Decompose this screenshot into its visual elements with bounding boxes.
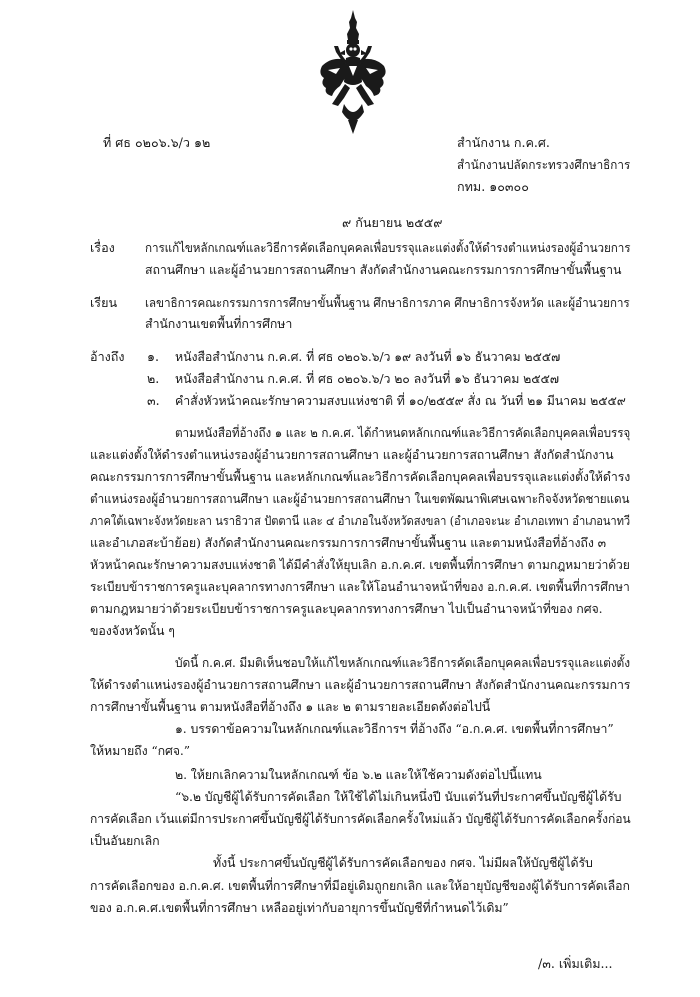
quote2-line: การคัดเลือกของ อ.ก.ค.ศ. เขตพื้นที่การศึกษาที่มีอยู่เดิมถูกยกเลิก และให้อายุบัญชีของผู้ได้รับการคัดเลือก (90, 878, 630, 893)
references-label: อ้างถึง (90, 349, 125, 364)
document-date: ๙ กันยายน ๒๕๕๙ (342, 215, 443, 230)
addressee-label: เรียน (90, 295, 118, 310)
office-location: กทม. ๑๐๓๐๐ (457, 179, 529, 194)
quote2-line: ทั้งนี้ ประกาศขึ้นบัญชีผู้ได้รับการคัดเลือกของ กศจ. ไม่มีผลให้บัญชีผู้ได้รับ (213, 855, 593, 870)
reference-text: หนังสือสำนักงาน ก.ค.ศ. ที่ ศธ ๐๒๐๖.๖/ว ๒๐ ลงวันที่ ๑๖ ธันวาคม ๒๕๕๗ (175, 371, 560, 386)
paragraph1-line: ระเบียบข้าราชการครูและบุคลากรทางการศึกษา และให้โอนอำนาจหน้าที่ของ อ.ก.ค.ศ. เขตพื้นที่การศึกษา (90, 579, 630, 594)
paragraph1-line: และแต่งตั้งให้ดำรงตำแหน่งรองผู้อำนวยการสถานศึกษา และผู้อำนวยการสถานศึกษา สังกัดสำนักงาน (90, 447, 614, 462)
office-ministry: สำนักงานปลัดกระทรวงศึกษาธิการ (457, 157, 631, 172)
paragraph2-line: ให้ดำรงตำแหน่งรองผู้อำนวยการสถานศึกษา และผู้อำนวยการสถานศึกษา สังกัดสำนักงานคณะกรรมการ (90, 677, 631, 692)
continuation-marker: /๓. เพิ่มเติม... (538, 956, 613, 971)
item1-line: ให้หมายถึง “กศจ.” (90, 743, 190, 758)
paragraph1-line: ตามหนังสือที่อ้างถึง ๑ และ ๒ ก.ค.ศ. ได้กำหนดหลักเกณฑ์และวิธีการคัดเลือกบุคคลเพื่อบรรจุ (175, 425, 631, 440)
item2-line: ๒. ให้ยกเลิกความในหลักเกณฑ์ ข้อ ๖.๒ และให้ใช้ความดังต่อไปนี้แทน (175, 767, 542, 782)
reference-number: ๓. (147, 393, 160, 408)
addressee-line: เลขาธิการคณะกรรมการการศึกษาขั้นพื้นฐาน ศึกษาธิการภาค ศึกษาธิการจังหวัด และผู้อำนวยการ (145, 295, 630, 310)
office-name: สำนักงาน ก.ค.ศ. (457, 135, 550, 150)
garuda-emblem-icon (314, 8, 392, 136)
subject-line: สถานศึกษา และผู้อำนวยการสถานศึกษา สังกัดสำนักงานคณะกรรมการการศึกษาขั้นพื้นฐาน (145, 262, 622, 277)
paragraph2-line: การศึกษาขั้นพื้นฐาน ตามหนังสือที่อ้างถึง ๑ และ ๒ ตามรายละเอียดดังต่อไปนี้ (90, 699, 491, 714)
addressee-line: สำนักงานเขตพื้นที่การศึกษา (145, 316, 293, 331)
quote1-line: การคัดเลือก เว้นแต่มีการประกาศขึ้นบัญชีผู้ได้รับการคัดเลือกครั้งใหม่แล้ว บัญชีผู้ได้รับการคัดเลือกครั้งก่อน (90, 811, 631, 826)
subject-line: การแก้ไขหลักเกณฑ์และวิธีการคัดเลือกบุคคลเพื่อบรรจุและแต่งตั้งให้ดำรงตำแหน่งรองผู้อำนวยการ (145, 240, 631, 255)
paragraph1-line: คณะกรรมการการศึกษาขั้นพื้นฐาน และหลักเกณฑ์และวิธีการคัดเลือกบุคคลเพื่อบรรจุและแต่งตั้งให้ดำรง (90, 469, 631, 484)
quote2-line: ของ อ.ก.ค.ศ.เขตพื้นที่การศึกษา เหลืออยู่เท่ากับอายุการขึ้นบัญชีที่กำหนดไว้เดิม” (90, 900, 509, 915)
paragraph2-line: บัดนี้ ก.ค.ศ. มีมติเห็นชอบให้แก้ไขหลักเกณฑ์และวิธีการคัดเลือกบุคคลเพื่อบรรจุและแต่งตั้ง (175, 655, 630, 670)
document-number: ที่ ศธ ๐๒๐๖.๖/ว ๑๒ (103, 135, 211, 150)
subject-label: เรื่อง (90, 240, 115, 255)
reference-text: คำสั่งหัวหน้าคณะรักษาความสงบแห่งชาติ ที่ ๑๐/๒๕๕๙ สั่ง ณ วันที่ ๒๑ มีนาคม ๒๕๕๙ (175, 393, 626, 408)
paragraph1-line: ของจังหวัดนั้น ๆ (90, 623, 175, 638)
paragraph1-line: ภาคใต้เฉพาะจังหวัดยะลา นราธิวาส ปัตตานี และ ๔ อำเภอในจังหวัดสงขลา (อำเภอจะนะ อำเภอเทพา อำเภอนาทวี (90, 513, 631, 528)
reference-text: หนังสือสำนักงาน ก.ค.ศ. ที่ ศธ ๐๒๐๖.๖/ว ๑๙ ลงวันที่ ๑๖ ธันวาคม ๒๕๕๗ (175, 349, 561, 364)
item1-line: ๑. บรรดาข้อความในหลักเกณฑ์และวิธีการฯ ที่อ้างถึง “อ.ก.ค.ศ. เขตพื้นที่การศึกษา” (175, 721, 614, 736)
reference-number: ๒. (147, 371, 160, 386)
quote1-line: “๖.๒ บัญชีผู้ได้รับการคัดเลือก ให้ใช้ได้ไม่เกินหนึ่งปี นับแต่วันที่ประกาศขึ้นบัญชีผู้ได้รับ (175, 789, 622, 804)
paragraph1-line: ตามกฎหมายว่าด้วยระเบียบข้าราชการครูและบุคลากรทางการศึกษา ไปเป็นอำนาจหน้าที่ของ กศจ. (90, 601, 603, 616)
paragraph1-line: ตำแหน่งรองผู้อำนวยการสถานศึกษา และผู้อำนวยการสถานศึกษา ในเขตพัฒนาพิเศษเฉพาะกิจจังหวัดชายแดน (90, 491, 630, 506)
reference-number: ๑. (147, 349, 159, 364)
quote1-line: เป็นอันยกเลิก (90, 833, 160, 848)
paragraph1-line: และอำเภอสะบ้าย้อย) สังกัดสำนักงานคณะกรรมการการศึกษาขั้นพื้นฐาน และตามหนังสือที่อ้างถึง ๓ (90, 535, 606, 550)
paragraph1-line: หัวหน้าคณะรักษาความสงบแห่งชาติ ได้มีคำสั่งให้ยุบเลิก อ.ก.ค.ศ. เขตพื้นที่การศึกษา ตามกฎหมายว่าด้วย (90, 557, 630, 572)
